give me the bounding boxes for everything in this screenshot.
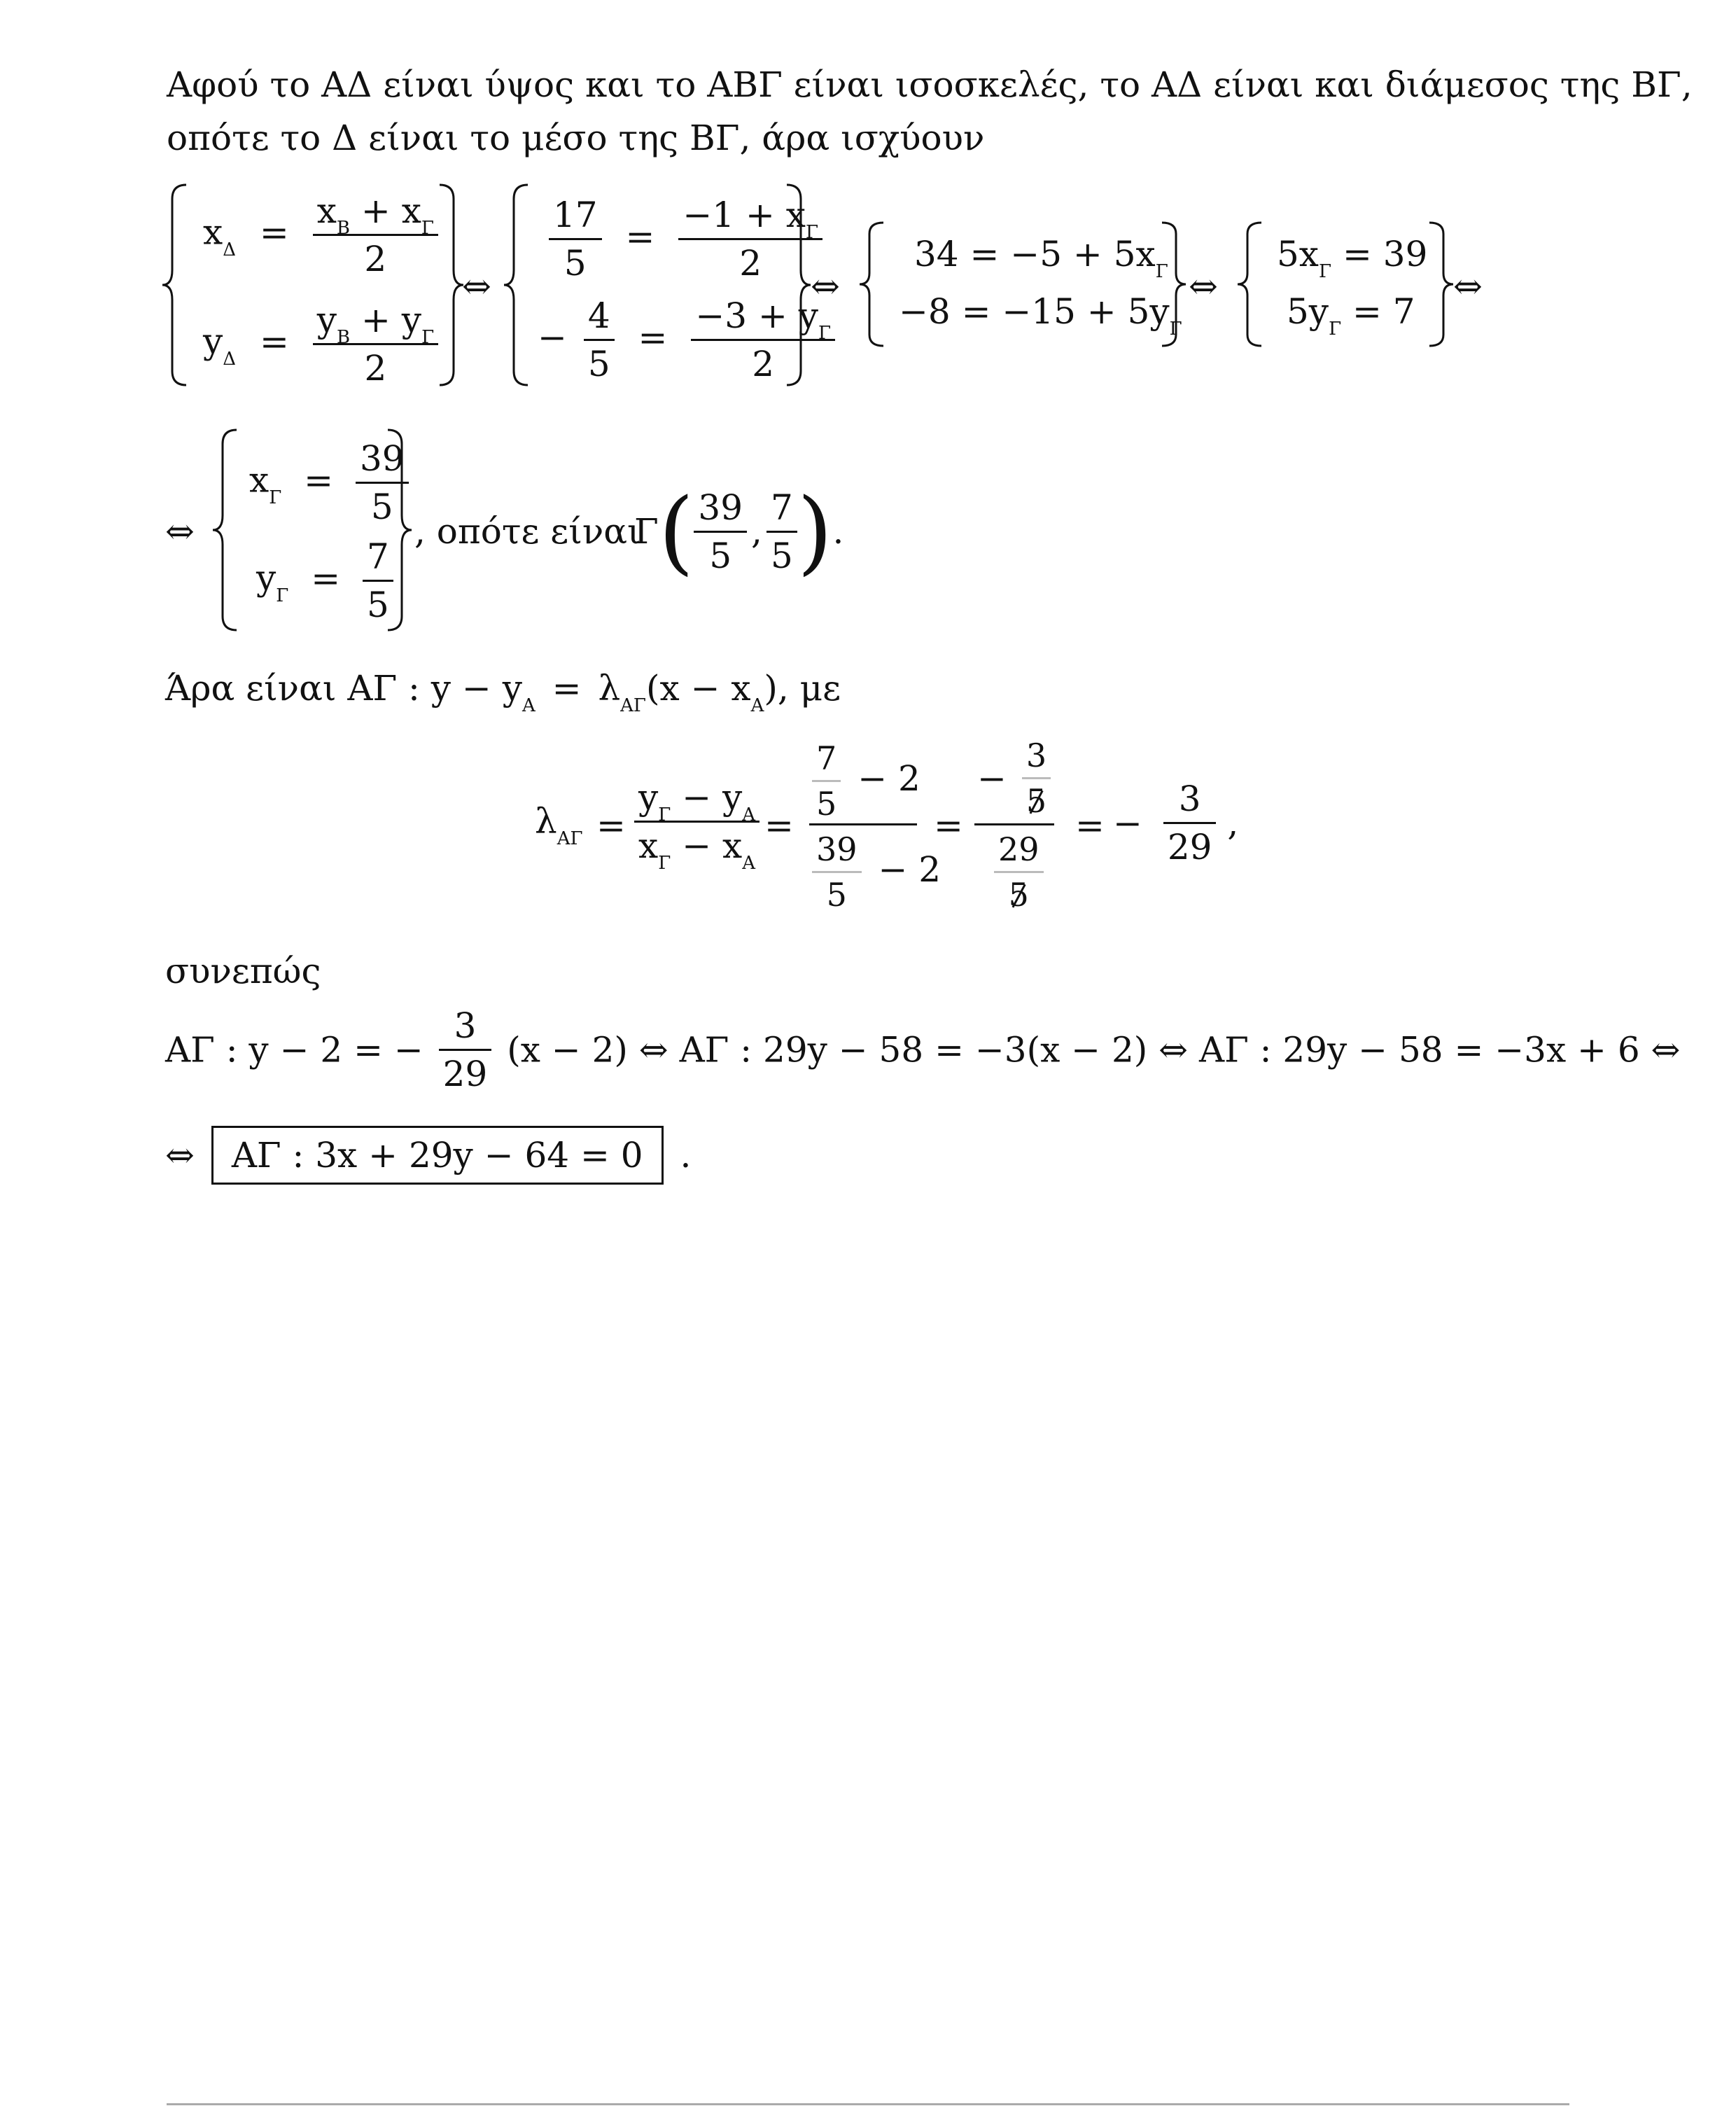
line-ag-derivation: ΑΓ : y − 2 = − $\frac{3}{29}$ (x − 2) ⇔ ΑΓ : 29y − 58 = −3(x − 2) ⇔ ΑΓ : 29y − 58 = −3x + 6 ⇔ <box>165 1005 1681 1094</box>
compound-fraction-bar <box>809 823 917 825</box>
right-brace <box>437 183 458 386</box>
slope-definition: $\frac{y_\Gamma - y_A}{x_\Gamma - x_A}$ <box>634 780 760 863</box>
cancel-fraction-bar <box>974 823 1054 825</box>
right-brace <box>1427 221 1448 347</box>
solution-x-gamma: $x_\Gamma$ = $\frac{39}{5}$ <box>249 441 409 524</box>
right-brace <box>1159 221 1180 347</box>
cancel-fraction-numerator: − $\frac{3}{5}$ <box>977 739 1051 817</box>
left-brace <box>865 221 886 347</box>
equals-sign: = <box>934 805 963 846</box>
text-synepos: συνεπώς <box>165 951 321 991</box>
line-ag-equation: Άρα είναι ΑΓ : $y - y_A = \lambda_{A\Gamma}(x - x_A)$, με <box>165 668 841 716</box>
equals-sign: = <box>596 805 626 846</box>
equation-5y: $5y_\Gamma = 7$ <box>1287 291 1415 340</box>
compound-fraction-numerator: $\frac{7}{5}$ − 2 <box>812 742 920 820</box>
equation-x-delta: $x_\Delta$ = $\frac{x_B + x_\Gamma}{2}$ <box>203 193 438 277</box>
iff-symbol: ⇔ <box>462 266 491 307</box>
fraction: $\frac{y_B + y_\Gamma}{2}$ <box>313 302 438 386</box>
iff-symbol: ⇔ <box>811 266 840 307</box>
paragraph-line-1: Αφού το ΑΔ είναι ύψος και το ΑΒΓ είναι ισοσκελές, το ΑΔ είναι και διάμεσος της ΒΓ, <box>167 64 1693 105</box>
cancel-fraction-denominator: $\frac{29}{5}$ <box>994 833 1044 911</box>
equals-sign: = <box>764 805 794 846</box>
iff-symbol: ⇔ <box>165 511 195 552</box>
iff-symbol: ⇔ <box>1453 266 1483 307</box>
paragraph-line-2: οπότε το Δ είναι το μέσο της ΒΓ, άρα ισχύουν <box>167 118 985 158</box>
right-brace <box>784 183 805 386</box>
fraction: $\frac{x_B + x_\Gamma}{2}$ <box>313 193 438 277</box>
left-brace <box>510 183 531 386</box>
equation-neg4-5: − $\frac{4}{5}$ = $\frac{-3 + y_\Gamma}{2}$ <box>538 298 835 382</box>
slope-result: − $\frac{3}{29}$ , <box>1113 779 1239 867</box>
left-brace <box>1243 221 1264 347</box>
equation-17-5: $\frac{17}{5}$ = $\frac{-1 + x_\Gamma}{2}$ <box>549 197 822 281</box>
right-brace <box>385 428 406 632</box>
solution-y-gamma: $y_\Gamma$ = $\frac{7}{5}$ <box>256 539 393 622</box>
equation-y-delta: $y_\Delta$ = $\frac{y_B + y_\Gamma}{2}$ <box>203 302 438 386</box>
iff-symbol: ⇔ <box>1189 266 1218 307</box>
final-answer-box: ΑΓ : 3x + 29y − 64 = 0 <box>211 1126 664 1185</box>
compound-fraction-denominator: $\frac{39}{5}$ − 2 <box>812 833 941 911</box>
equation-neg8: $-8 = -15 + 5y_\Gamma$ <box>899 291 1182 340</box>
equals-sign: = <box>1075 805 1105 846</box>
slope-label: $\lambda_{A\Gamma}$ <box>535 801 583 849</box>
equation-34: $34 = -5 + 5x_\Gamma$ <box>914 234 1168 282</box>
point-gamma: Γ( $\frac{39}{5}$ , $\frac{7}{5}$ ). <box>634 478 844 585</box>
left-brace <box>168 183 189 386</box>
equation-5x: $5x_\Gamma = 39$ <box>1277 234 1428 282</box>
footer-rule <box>167 2103 1569 2105</box>
final-answer-row: ⇔ ΑΓ : 3x + 29y − 64 = 0 . <box>165 1126 691 1185</box>
text-opote: , οπότε είναι <box>414 511 641 552</box>
left-brace <box>218 428 239 632</box>
